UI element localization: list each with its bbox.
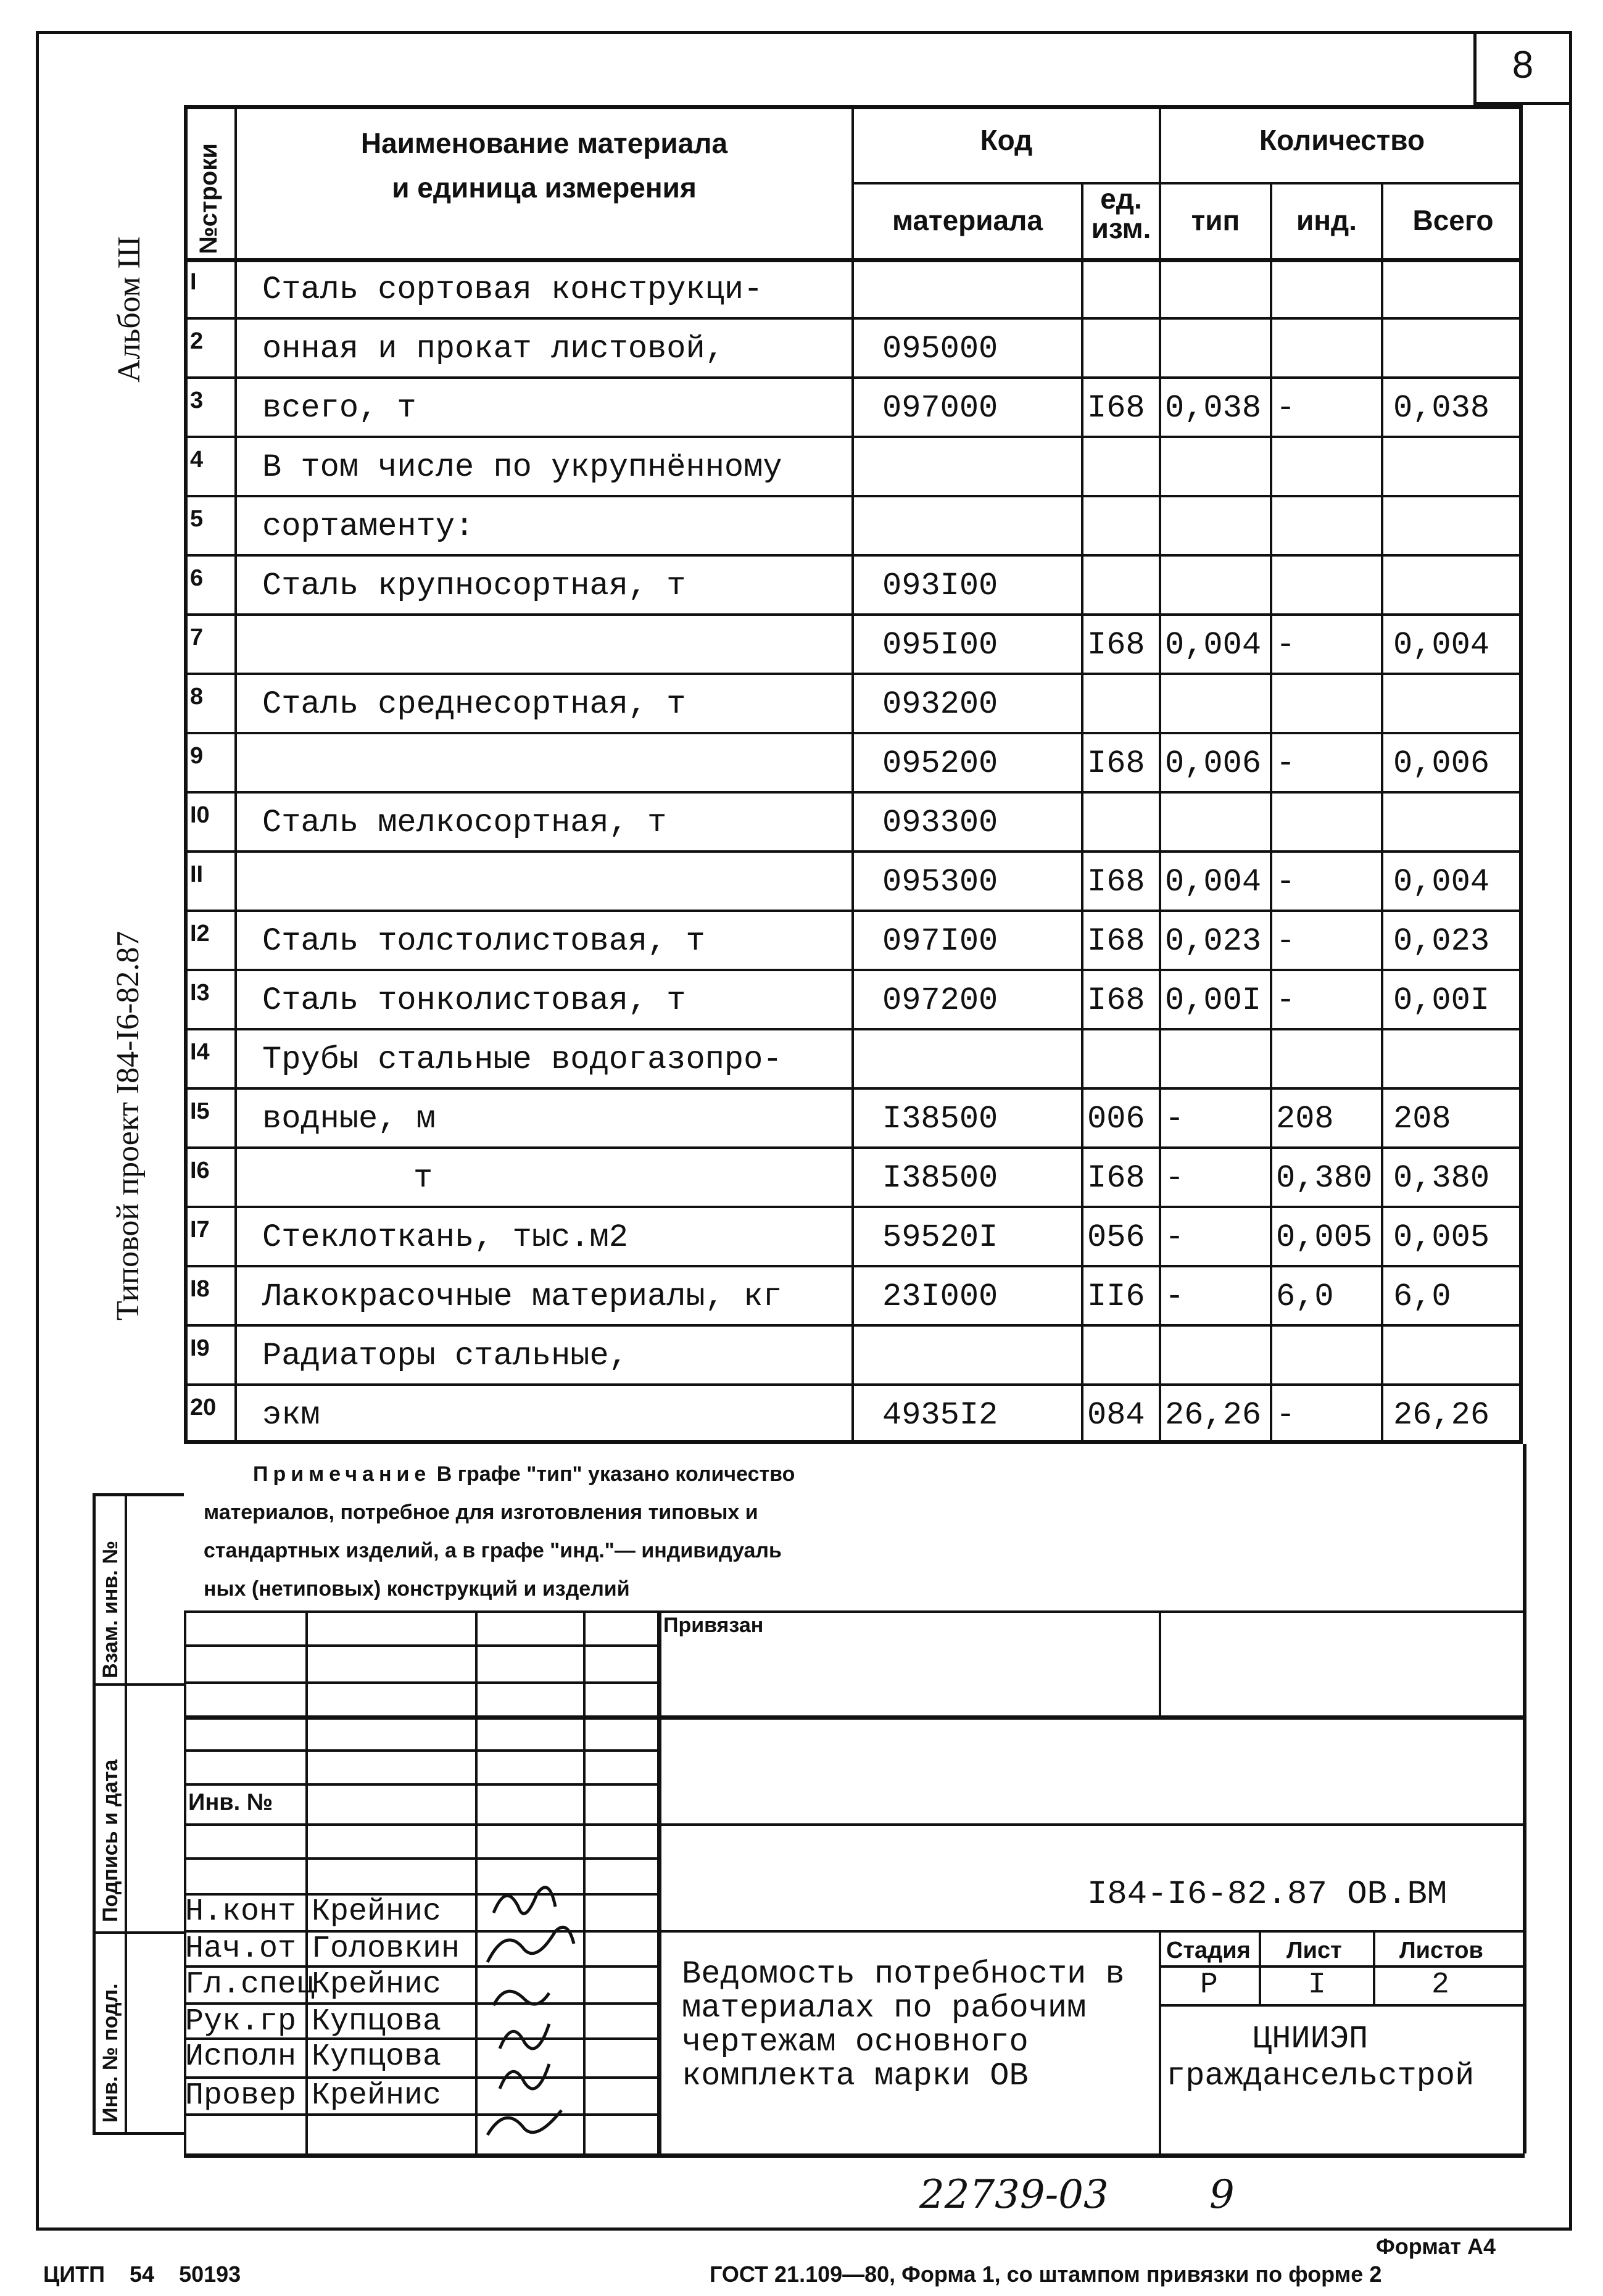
sheet-label: Лист xyxy=(1286,1938,1342,1963)
cell-total: 0,380 xyxy=(1393,1160,1490,1196)
stamp-role: Рук.гр xyxy=(185,2004,297,2039)
header-code: Код xyxy=(980,124,1033,156)
title-line4: комплекта марки ОВ xyxy=(682,2058,1029,2094)
cell-name: онная и прокат листовой, xyxy=(262,331,724,367)
cell-n: 3 xyxy=(190,388,204,413)
vzam-inv-label: Взам. инв. № xyxy=(99,1540,122,1678)
sheet-value: I xyxy=(1308,1968,1326,2002)
cell-unit: I68 xyxy=(1087,982,1145,1019)
stamp-role: Исполн xyxy=(185,2039,297,2074)
cell-code: 095000 xyxy=(882,331,998,367)
cell-code: 095300 xyxy=(882,864,998,900)
header-row-no: №строки xyxy=(195,143,222,254)
title-line2: материалах по рабочим xyxy=(682,1990,1087,2026)
cell-ind: 6,0 xyxy=(1276,1279,1334,1315)
cell-n: 7 xyxy=(190,624,204,650)
cell-code: 097000 xyxy=(882,390,998,426)
stamp-person: Головкин xyxy=(312,1931,460,1967)
cell-n: I6 xyxy=(190,1158,210,1183)
cell-name: Сталь крупносортная, т xyxy=(262,568,686,604)
cell-code: 23I000 xyxy=(882,1279,998,1315)
cell-name: сортаменту: xyxy=(262,508,474,545)
sheet-number: 8 xyxy=(1512,44,1534,86)
cell-n: I7 xyxy=(190,1217,210,1243)
cell-n: I0 xyxy=(190,802,210,828)
cell-ind: - xyxy=(1276,390,1296,426)
cell-n: I3 xyxy=(190,980,210,1006)
sheets-value: 2 xyxy=(1431,1968,1449,2002)
cell-type: 0,00I xyxy=(1165,982,1262,1019)
stamp-person: Крейнис xyxy=(312,2078,442,2113)
cell-code: I38500 xyxy=(882,1101,998,1137)
header-material: материала xyxy=(892,204,1043,236)
note-line1: Примечание В графе "тип" указано количество xyxy=(253,1462,795,1486)
privyazan-label: Привязан xyxy=(663,1614,764,1637)
cell-total: 0,023 xyxy=(1393,923,1490,959)
cell-code: 093I00 xyxy=(882,568,998,604)
header-total: Всего xyxy=(1412,204,1494,236)
podpis-data-label: Подпись и дата xyxy=(99,1759,122,1922)
stamp-role: Н.конт xyxy=(185,1894,297,1929)
note-line2: материалов, потребное для изготовления типовых и xyxy=(204,1501,758,1524)
cell-type: 0,023 xyxy=(1165,923,1262,959)
cell-n: 20 xyxy=(190,1395,217,1420)
cell-unit: I68 xyxy=(1087,390,1145,426)
format-label: Формат А4 xyxy=(1376,2234,1496,2259)
cell-ind: 208 xyxy=(1276,1101,1334,1137)
cell-name: Сталь толстолистовая, т xyxy=(262,923,705,959)
cell-n: I4 xyxy=(190,1039,210,1065)
cell-total: 0,004 xyxy=(1393,864,1490,900)
cell-n: 9 xyxy=(190,743,204,769)
cell-name: Трубы стальные водогазопро- xyxy=(262,1042,782,1078)
cell-code: 097200 xyxy=(882,982,998,1019)
cell-total: 0,006 xyxy=(1393,745,1490,782)
cell-type: - xyxy=(1165,1219,1185,1256)
cell-type: - xyxy=(1165,1279,1185,1315)
stamp-person: Крейнис xyxy=(312,1894,442,1929)
cell-code: 095I00 xyxy=(882,627,998,663)
cell-ind: - xyxy=(1276,923,1296,959)
title-line3: чертежам основного xyxy=(682,2024,1029,2060)
cell-code: 095200 xyxy=(882,745,998,782)
note-title: Примечание xyxy=(253,1462,431,1486)
cell-unit: I68 xyxy=(1087,1160,1145,1196)
cell-code: I38500 xyxy=(882,1160,998,1196)
cell-ind: - xyxy=(1276,864,1296,900)
cell-type: 0,004 xyxy=(1165,864,1262,900)
header-unit: ед. изм. xyxy=(1091,183,1151,244)
cell-name: Сталь сортовая конструкци- xyxy=(262,271,763,308)
footer-left: ЦИТП 54 50193 xyxy=(43,2261,241,2287)
stamp-role: Провер xyxy=(185,2078,297,2113)
cell-name: т xyxy=(413,1160,433,1196)
cell-total: 6,0 xyxy=(1393,1279,1451,1315)
inv-podl-label: Инв. № подл. xyxy=(99,1983,122,2123)
cell-ind: - xyxy=(1276,1397,1296,1433)
document-designation: I84-I6-82.87 ОВ.ВМ xyxy=(1087,1876,1448,1913)
cell-code: 093200 xyxy=(882,686,998,723)
cell-unit: I68 xyxy=(1087,923,1145,959)
stamp-person: Купцова xyxy=(312,2004,442,2039)
cell-total: 0,038 xyxy=(1393,390,1490,426)
cell-type: 26,26 xyxy=(1165,1397,1262,1433)
cell-unit: 056 xyxy=(1087,1219,1145,1256)
cell-unit: I68 xyxy=(1087,745,1145,782)
inv-no-label: Инв. № xyxy=(188,1789,273,1815)
cell-total: 208 xyxy=(1393,1101,1451,1137)
cell-ind: - xyxy=(1276,745,1296,782)
cell-name: В том числе по укрупнённому xyxy=(262,449,782,486)
org-line1: ЦНИИЭП xyxy=(1253,2021,1369,2057)
cell-code: 4935I2 xyxy=(882,1397,998,1433)
cell-n: 2 xyxy=(190,328,204,354)
cell-name: водные, м xyxy=(262,1101,436,1137)
cell-ind: - xyxy=(1276,982,1296,1019)
cell-total: 26,26 xyxy=(1393,1397,1490,1433)
cell-type: 0,004 xyxy=(1165,627,1262,663)
cell-n: I8 xyxy=(190,1276,210,1302)
cell-unit: II6 xyxy=(1087,1279,1145,1315)
cell-total: 0,005 xyxy=(1393,1219,1490,1256)
cell-unit: 084 xyxy=(1087,1397,1145,1433)
cell-code: 59520I xyxy=(882,1219,998,1256)
cell-n: 6 xyxy=(190,565,204,591)
stamp-role: Нач.от xyxy=(185,1931,297,1967)
cell-unit: I68 xyxy=(1087,627,1145,663)
stage-value: Р xyxy=(1200,1968,1218,2002)
note-line4: ных (нетиповых) конструкций и изделий xyxy=(204,1577,630,1601)
header-type: тип xyxy=(1191,204,1240,236)
title-line1: Ведомость потребности в xyxy=(682,1956,1125,1992)
cell-name: Сталь мелкосортная, т xyxy=(262,805,667,841)
cell-code: 093300 xyxy=(882,805,998,841)
stamp-person: Крейнис xyxy=(312,1967,442,2002)
stage-label: Стадия xyxy=(1166,1938,1251,1963)
cell-n: 5 xyxy=(190,506,204,532)
cell-name: всего, т xyxy=(262,390,416,426)
handwritten-number: 22739-03 xyxy=(919,2172,1109,2218)
cell-code: 097I00 xyxy=(882,923,998,959)
cell-ind: 0,005 xyxy=(1276,1219,1373,1256)
cell-name: Лакокрасочные материалы, кг xyxy=(262,1279,782,1315)
sheets-label: Листов xyxy=(1399,1938,1483,1963)
cell-name: Сталь тонколистовая, т xyxy=(262,982,686,1019)
cell-total: 0,00I xyxy=(1393,982,1490,1019)
cell-n: 4 xyxy=(190,447,204,473)
signatures xyxy=(475,1876,586,2153)
cell-type: - xyxy=(1165,1101,1185,1137)
cell-unit: I68 xyxy=(1087,864,1145,900)
cell-ind: - xyxy=(1276,627,1296,663)
cell-type: 0,006 xyxy=(1165,745,1262,782)
handwritten-page: 9 xyxy=(1209,2172,1235,2218)
header-name: Наименование материала и единица измерения xyxy=(360,127,728,204)
cell-ind: 0,380 xyxy=(1276,1160,1373,1196)
cell-name: Стеклоткань, тыс.м2 xyxy=(262,1219,628,1256)
cell-name: Радиаторы стальные, xyxy=(262,1338,628,1374)
cell-unit: 006 xyxy=(1087,1101,1145,1137)
cell-n: 8 xyxy=(190,684,204,710)
stamp-person: Купцова xyxy=(312,2039,442,2074)
cell-type: 0,038 xyxy=(1165,390,1262,426)
stamp-role: Гл.спец xyxy=(185,1967,315,2002)
org-line2: граждансельстрой xyxy=(1166,2058,1475,2094)
cell-n: I2 xyxy=(190,921,210,947)
album-label: Альбом Ш xyxy=(112,236,147,383)
cell-type: - xyxy=(1165,1160,1185,1196)
header-quantity: Количество xyxy=(1259,124,1425,156)
cell-name: Сталь среднесортная, т xyxy=(262,686,686,723)
cell-total: 0,004 xyxy=(1393,627,1490,663)
cell-n: I xyxy=(190,269,197,295)
cell-n: II xyxy=(190,861,204,887)
project-label: Типовой проект I84-I6-82.87 xyxy=(110,930,146,1320)
cell-n: I5 xyxy=(190,1098,210,1124)
note-line3: стандартных изделий, а в графе "инд."— индивидуаль xyxy=(204,1539,782,1562)
footer-gost: ГОСТ 21.109—80, Форма 1, со штампом привязки по форме 2 xyxy=(710,2261,1382,2287)
cell-n: I9 xyxy=(190,1335,210,1361)
cell-name: экм xyxy=(262,1397,320,1433)
header-ind: инд. xyxy=(1296,204,1357,236)
